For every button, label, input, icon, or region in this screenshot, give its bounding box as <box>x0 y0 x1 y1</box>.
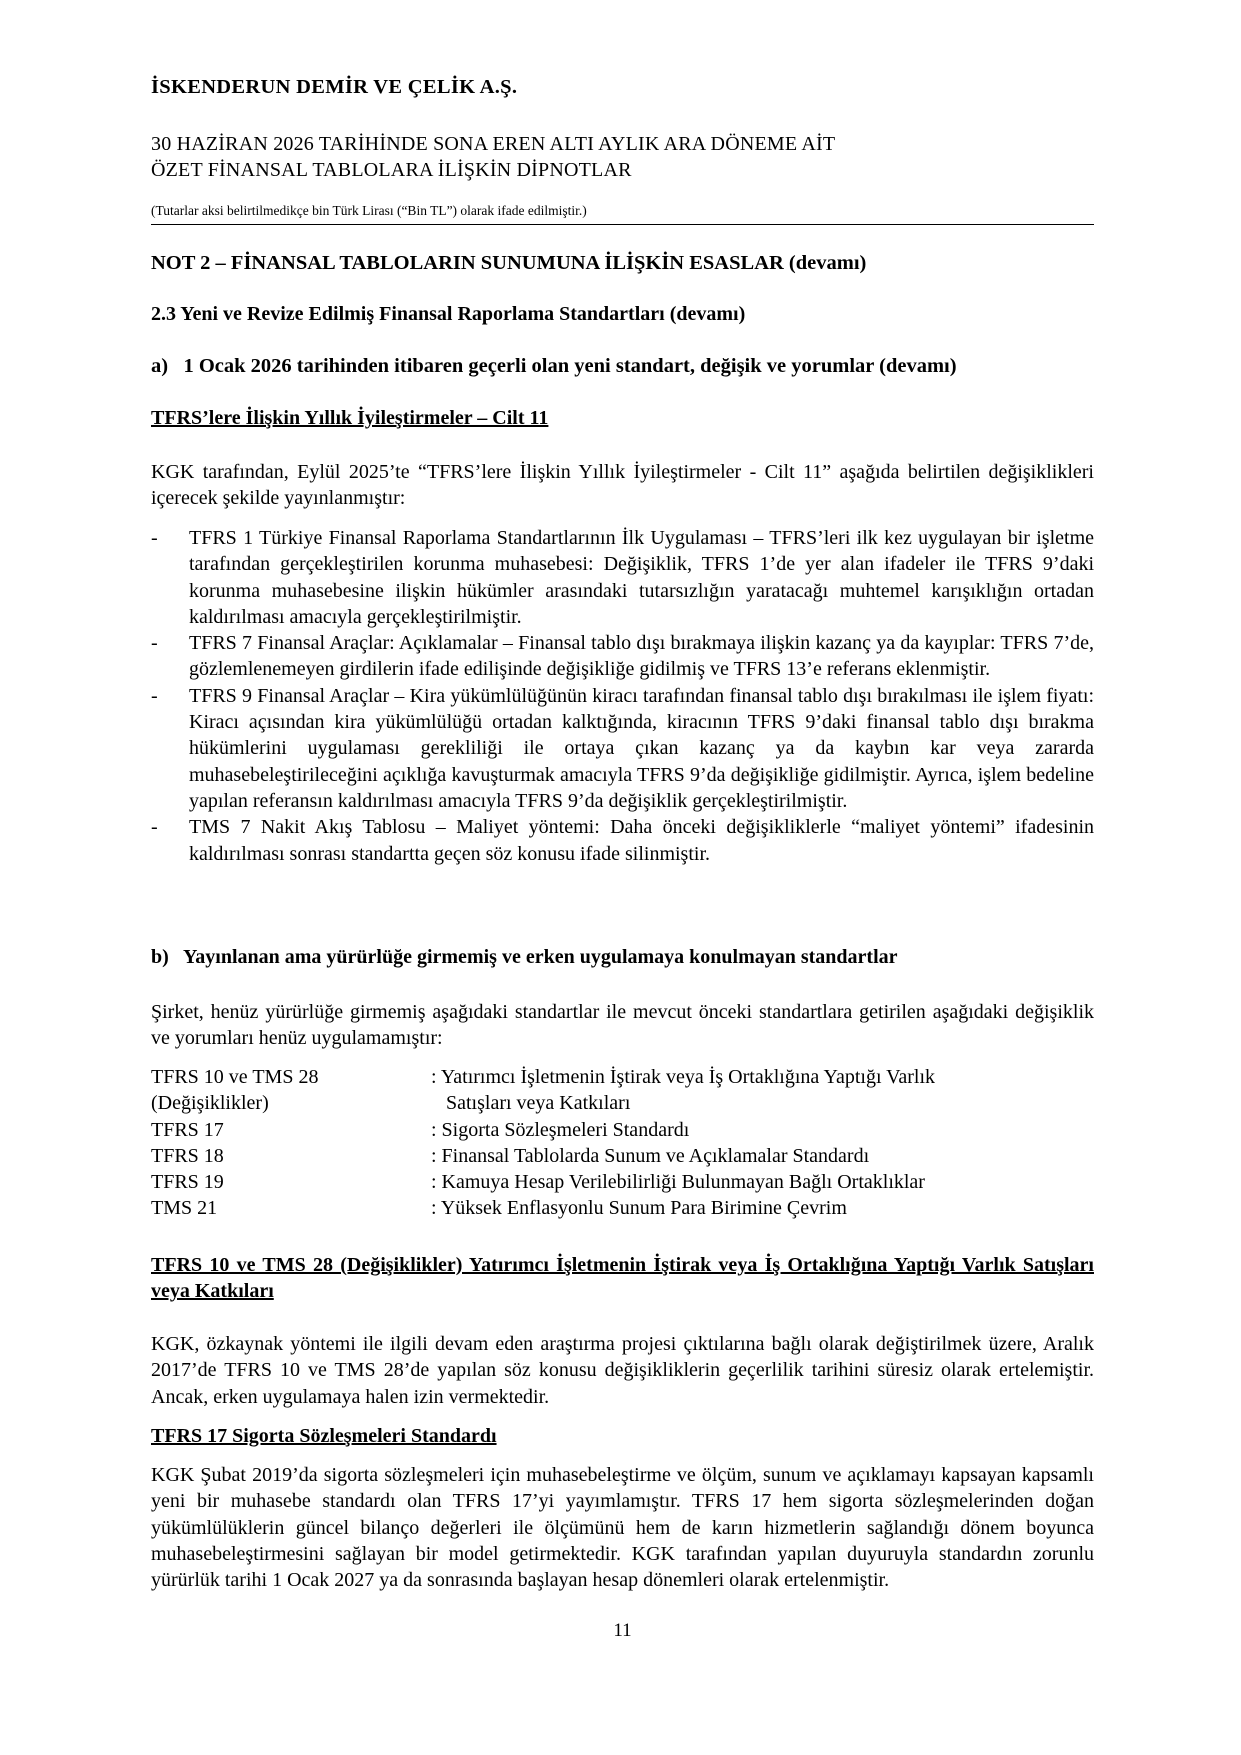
period-line-2: ÖZET FİNANSAL TABLOLARA İLİŞKİN DİPNOTLAR <box>151 159 632 181</box>
table-row <box>151 1195 1094 1221</box>
section-heading: 2.3 Yeni ve Revize Edilmiş Finansal Raporlama Standartları (devamı) <box>151 303 746 325</box>
standard-code: TFRS 10 ve TMS 28 <box>151 1066 319 1088</box>
list-item <box>151 814 1094 867</box>
subsection-b-intro: Şirket, henüz yürürlüğe girmemiş aşağıdaki standartlar ile mevcut önceki standartlara getirilen aşağıdaki değişiklik ve yorumları henüz uygulamamıştır: <box>151 1001 1094 1050</box>
header-divider <box>151 224 1094 225</box>
standard-description: : Kamuya Hesap Verilebilirliği Bulunmayan Bağlı Ortaklıklar <box>431 1171 925 1194</box>
standard-description: Satışları veya Katkıları <box>431 1092 631 1115</box>
list-item <box>151 630 1094 683</box>
standard-code: TFRS 18 <box>151 1144 224 1167</box>
standard-description: : Finansal Tablolarda Sunum ve Açıklamalar Standardı <box>431 1144 870 1167</box>
standard-description: : Sigorta Sözleşmeleri Standardı <box>431 1118 690 1141</box>
report-period-title <box>151 131 835 183</box>
table-row <box>151 1169 1094 1195</box>
standards-table <box>151 1064 1094 1222</box>
annual-improvements-title: TFRS’lere İlişkin Yıllık İyileştirmeler – Cilt 11 <box>151 407 549 429</box>
standard-code: TFRS 19 <box>151 1171 224 1194</box>
list-item-text: TFRS 9 Finansal Araçlar – Kira yükümlülüğünün kiracı tarafından finansal tablo dışı bırakılması ile işlem fiyatı: Kiracı açısından kira yükümlülüğü ortadan kalktığında, kiracının TFRS 9’daki finansal tablo dışı bırakma hükümlerini uygulaması gerekliliği ile ortaya çıkan kazanç ya da kaybın kar veya zararda muhasebeleştirileceğini açıklığa kavuşturmak amacıyla TFRS 9’da değişikliğe gidilmiştir. Ayrıca, işlem bedeline yapılan referansın kaldırılması amacıyla TFRS 9’da değişiklik gerçekleştirilmiştir. <box>189 684 1094 812</box>
standard-code: TFRS 17 <box>151 1118 224 1141</box>
table-row <box>151 1064 1094 1090</box>
list-item-text: TFRS 7 Finansal Araçlar: Açıklamalar – Finansal tablo dışı bırakmaya ilişkin kazanç ya da kayıplar: TFRS 7’de, gözlemlenemeyen girdilerin ifade edilişinde değişikliğe gidilmiş ve TFRS 13’e referans eklenmiştir. <box>189 632 1094 681</box>
standard-description: : Yatırımcı İşletmenin İştirak veya İş Ortaklığına Yaptığı Varlık <box>431 1066 936 1088</box>
period-line-1: 30 HAZİRAN 2026 TARİHİNDE SONA EREN ALTI AYLIK ARA DÖNEME AİT <box>151 133 836 155</box>
list-item <box>151 525 1094 630</box>
list-item <box>151 683 1094 814</box>
table-row <box>151 1117 1094 1143</box>
standard-code: TMS 21 <box>151 1197 218 1220</box>
improvements-list <box>151 525 1094 867</box>
tfrs17-body: KGK Şubat 2019’da sigorta sözleşmeleri için muhasebeleştirme ve ölçüm, sunum ve açıklamayı kapsayan kapsamlı yeni bir muhasebe standardı olan TFRS 17’yi yayımlamıştır. TFRS 17 hem sigorta sözleşmelerinden doğan yükümlülüklerin güncel bilanço değerleri ile ölçümünü hem de karın hizmetlerin sağlandığı dönem boyunca muhasebeleştirmesini sağlayan bir model getirmektedir. KGK tarafından yapılan duyuruyla standardın zorunlu yürürlük tarihi 1 Ocak 2027 ya da sonrasında başlayan hesap dönemleri olarak ertelenmiştir. <box>151 1464 1094 1592</box>
amounts-note: (Tutarlar aksi belirtilmedikçe bin Türk Lirası (“Bin TL”) olarak ifade edilmiştir.) <box>151 203 587 218</box>
subsection-b-heading: b) Yayınlanan ama yürürlüğe girmemiş ve erken uygulamaya konulmayan standartlar <box>151 946 898 968</box>
bullet-dash: - <box>151 527 158 549</box>
list-item-text: TFRS 1 Türkiye Finansal Raporlama Standartlarının İlk Uygulaması – TFRS’leri ilk kez uygulayan bir işletme tarafından gerçekleştirilen korunma muhasebesi: Değişiklik, TFRS 1’de yer alan ifadeler ile TFRS 9’daki korunma muhasebesine ilişkin hükümler arasındaki tutarsızlığın yaratacağı muhtemel karışıklığın ortadan kaldırılması amacıyla gerçekleştirilmiştir. <box>189 527 1094 628</box>
table-row <box>151 1143 1094 1169</box>
standard-code: (Değişiklikler) <box>151 1092 269 1115</box>
table-row <box>151 1090 1094 1116</box>
note-heading: NOT 2 – FİNANSAL TABLOLARIN SUNUMUNA İLİŞKİN ESASLAR (devamı) <box>151 252 867 274</box>
list-item-text: TMS 7 Nakit Akış Tablosu – Maliyet yöntemi: Daha önceki değişikliklerle “maliyet yöntemi” ifadesinin kaldırılması sonrası standartta geçen söz konusu ifade silinmiştir. <box>189 816 1094 865</box>
document-page <box>151 0 1094 1755</box>
tfrs10-title: TFRS 10 ve TMS 28 (Değişiklikler) Yatırımcı İşletmenin İştirak veya İş Ortaklığına Yaptığı Varlık Satışları veya Katkıları <box>151 1254 1094 1303</box>
tfrs10-body: KGK, özkaynak yöntemi ile ilgili devam eden araştırma projesi çıktılarına bağlı olarak değiştirilmek üzere, Aralık 2017’de TFRS 10 ve TMS 28’de yapılan söz konusu değişikliklerin geçerlilik tarihini süresiz olarak ertelemiştir. Ancak, erken uygulamaya halen izin vermektedir. <box>151 1333 1094 1408</box>
company-name: İSKENDERUN DEMİR VE ÇELİK A.Ş. <box>151 76 518 98</box>
subsection-a-heading: a) 1 Ocak 2026 tarihinden itibaren geçerli olan yeni standart, değişik ve yorumlar (devamı) <box>151 355 957 377</box>
standard-description: : Yüksek Enflasyonlu Sunum Para Birimine Çevrim <box>431 1197 847 1220</box>
bullet-dash: - <box>151 816 158 839</box>
tfrs17-title: TFRS 17 Sigorta Sözleşmeleri Standardı <box>151 1425 497 1447</box>
page-number: 11 <box>613 1620 632 1641</box>
bullet-dash: - <box>151 684 158 707</box>
annual-improvements-intro: KGK tarafından, Eylül 2025’te “TFRS’lere İlişkin Yıllık İyileştirmeler - Cilt 11” aşağıda belirtilen değişiklikleri içerecek şekilde yayınlanmıştır: <box>151 461 1094 510</box>
bullet-dash: - <box>151 632 158 655</box>
